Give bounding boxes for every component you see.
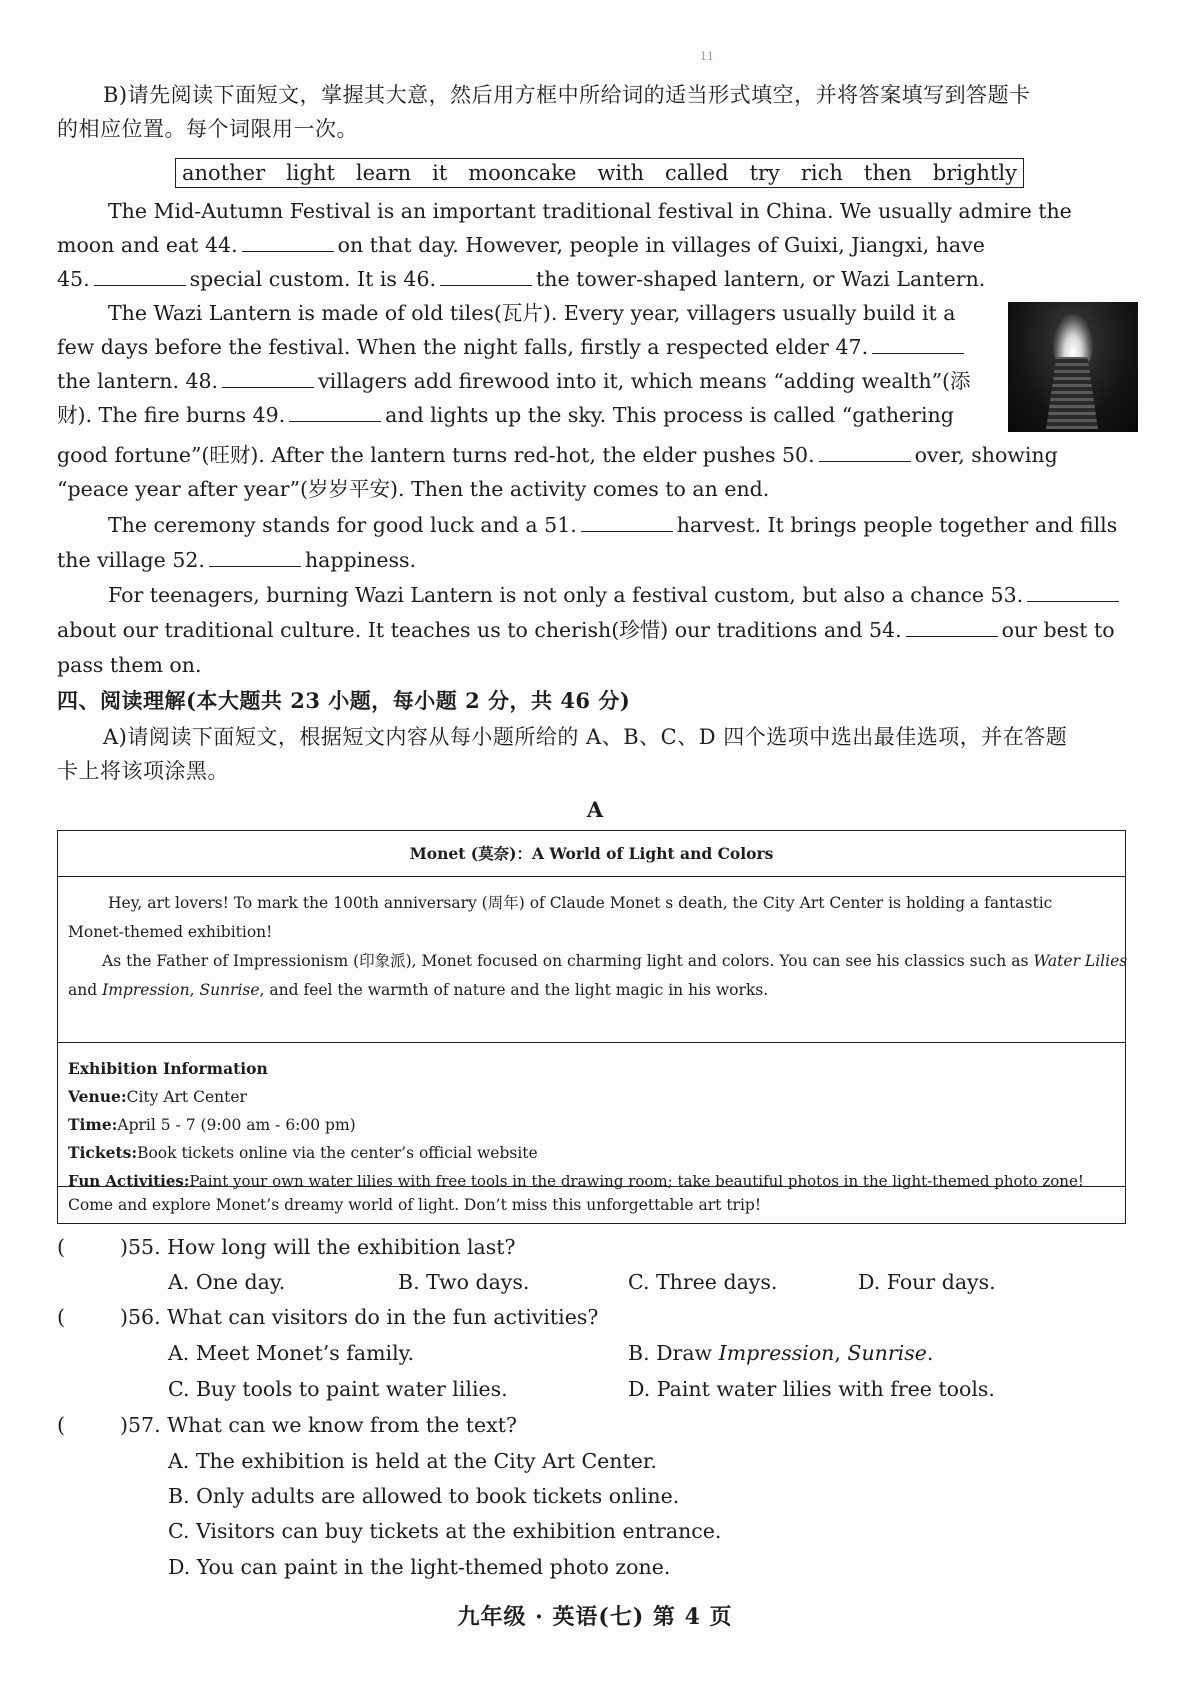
word-bank-item: brightly <box>932 161 1017 185</box>
passage-b-line: few days before the festival. When the night falls, firstly a respected elder 47. <box>57 332 968 362</box>
blank-47[interactable] <box>872 335 964 354</box>
word-bank-item: it <box>432 161 448 185</box>
passage-b-line: moon and eat 44. on that day. However, people in villages of Guixi, Jiangxi, have <box>57 233 985 257</box>
passage-b-line: 财). The fire burns 49. and lights up the sky. This process is called “gathering <box>57 403 954 427</box>
passage-b-line: pass them on. <box>57 653 202 677</box>
option-56-b[interactable]: B. Draw Impression, Sunrise. <box>628 1341 934 1365</box>
word-bank-item: with <box>597 161 645 185</box>
blank-52[interactable] <box>209 548 301 567</box>
passage-b-line: the village 52. happiness. <box>57 548 417 572</box>
option-57-b[interactable]: B. Only adults are allowed to book tickets online. <box>168 1484 680 1508</box>
blank-49[interactable] <box>289 403 381 422</box>
passage-b-line: 45. special custom. It is 46. the tower-shaped lantern, or Wazi Lantern. <box>57 267 986 291</box>
blank-50[interactable] <box>819 443 911 462</box>
passage-b-line: about our traditional culture. It teaches us to cherish(珍惜) our traditions and 54. our best to <box>57 618 1115 642</box>
page-footer: 九年级 · 英语(七) 第 4 页 <box>457 1604 733 1630</box>
answer-paren-55[interactable]: ( <box>57 1235 65 1259</box>
word-bank-item: mooncake <box>468 161 577 185</box>
option-57-a[interactable]: A. The exhibition is held at the City Art Center. <box>168 1449 657 1473</box>
option-56-c[interactable]: C. Buy tools to paint water lilies. <box>168 1377 508 1401</box>
passage-b-line: “peace year after year”(岁岁平安). Then the activity comes to an end. <box>57 477 770 501</box>
poster-title: Monet (莫奈)：A World of Light and Colors <box>58 831 1125 877</box>
info-tickets: Tickets:Book tickets online via the center’s official website <box>68 1143 538 1162</box>
poster-intro-line: As the Father of Impressionism (印象派), Monet focused on charming light and colors. You can see his classics such as Water Lilies <box>102 952 1128 970</box>
option-56-a[interactable]: A. Meet Monet’s family. <box>168 1341 415 1365</box>
poster-intro-line: Monet-themed exhibition! <box>68 923 273 941</box>
option-55-a[interactable]: A. One day. <box>168 1270 286 1294</box>
blank-44[interactable] <box>242 233 334 252</box>
section-4-instruction-line1: A)请阅读下面短文，根据短文内容从每小题所给的 A、B、C、D 四个选项中选出最佳选项，并在答题 <box>103 725 1068 749</box>
option-55-b[interactable]: B. Two days. <box>398 1270 530 1294</box>
exhibition-poster <box>57 830 1126 1224</box>
answer-paren-56[interactable]: ( <box>57 1305 65 1329</box>
option-56-d[interactable]: D. Paint water lilies with free tools. <box>628 1377 995 1401</box>
blank-53[interactable] <box>1027 583 1119 602</box>
poster-exhibition-info <box>58 1043 1125 1190</box>
question-55-stem: )55. How long will the exhibition last? <box>120 1235 516 1259</box>
wazi-lantern-photo <box>1008 302 1138 432</box>
passage-b-line: good fortune”(旺财). After the lantern turns red-hot, the elder pushes 50. over, showing <box>57 443 1058 467</box>
blank-45[interactable] <box>94 267 186 286</box>
section-b-instruction-line1: B)请先阅读下面短文，掌握其大意，然后用方框中所给词的适当形式填空，并将答案填写到答题卡 <box>103 83 1031 107</box>
blank-46[interactable] <box>440 267 532 286</box>
passage-b-line: The ceremony stands for good luck and a 51. harvest. It brings people together and fills <box>108 513 1118 537</box>
word-bank-item: another <box>182 161 266 185</box>
word-bank-item: then <box>863 161 912 185</box>
passage-label: A <box>586 797 604 822</box>
info-time: Time:April 5 - 7 (9:00 am - 6:00 pm) <box>68 1115 356 1134</box>
section-b-instruction-line2: 的相应位置。每个词限用一次。 <box>57 117 358 141</box>
option-57-d[interactable]: D. You can paint in the light-themed photo zone. <box>168 1555 671 1579</box>
word-bank-item: rich <box>800 161 843 185</box>
option-55-d[interactable]: D. Four days. <box>858 1270 996 1294</box>
poster-closing-text: Come and explore Monet’s dreamy world of light. Don’t miss this unforgettable art trip! <box>68 1196 762 1214</box>
info-fun-activities: Fun Activities:Paint your own water lilies with free tools in the drawing room; take beautiful photos in the light-themed photo zone! <box>68 1172 1084 1190</box>
word-bank-item: try <box>749 161 780 185</box>
question-57-stem: )57. What can we know from the text? <box>120 1413 517 1437</box>
blank-51[interactable] <box>581 513 673 532</box>
option-55-c[interactable]: C. Three days. <box>628 1270 778 1294</box>
answer-paren-57[interactable]: ( <box>57 1413 65 1437</box>
passage-b-line: the lantern. 48. villagers add firewood into it, which means “adding wealth”(添 <box>57 369 971 393</box>
scratch-mark: 11 <box>700 50 714 63</box>
word-bank-item: called <box>665 161 729 185</box>
passage-b-line: The Wazi Lantern is made of old tiles(瓦片). Every year, villagers usually build it a <box>108 301 956 325</box>
poster-intro-line: and Impression, Sunrise, and feel the warmth of nature and the light magic in his works. <box>68 981 769 999</box>
word-bank-item: learn <box>355 161 412 185</box>
option-57-c[interactable]: C. Visitors can buy tickets at the exhibition entrance. <box>168 1519 722 1543</box>
blank-48[interactable] <box>222 369 314 388</box>
passage-b-line: For teenagers, burning Wazi Lantern is not only a festival custom, but also a chance 53. <box>108 580 1123 610</box>
word-bank-box <box>175 158 1024 188</box>
tile-tower <box>1046 357 1098 429</box>
word-bank-item: light <box>286 161 335 185</box>
passage-b-line: The Mid-Autumn Festival is an important traditional festival in China. We usually admire the <box>108 199 1072 223</box>
poster-intro <box>58 877 1128 1043</box>
blank-54[interactable] <box>906 618 998 637</box>
poster-closing <box>58 1187 1125 1223</box>
section-4-heading: 四、阅读理解(本大题共 23 小题，每小题 2 分，共 46 分) <box>57 688 631 713</box>
info-heading: Exhibition Information <box>68 1059 268 1078</box>
info-venue: Venue:City Art Center <box>68 1087 247 1106</box>
poster-intro-line: Hey, art lovers! To mark the 100th anniversary (周年) of Claude Monet s death, the City Art Center is holding a fantastic <box>108 894 1053 912</box>
section-4-instruction-line2: 卡上将该项涂黑。 <box>57 759 229 783</box>
question-56-stem: )56. What can visitors do in the fun activities? <box>120 1305 599 1329</box>
